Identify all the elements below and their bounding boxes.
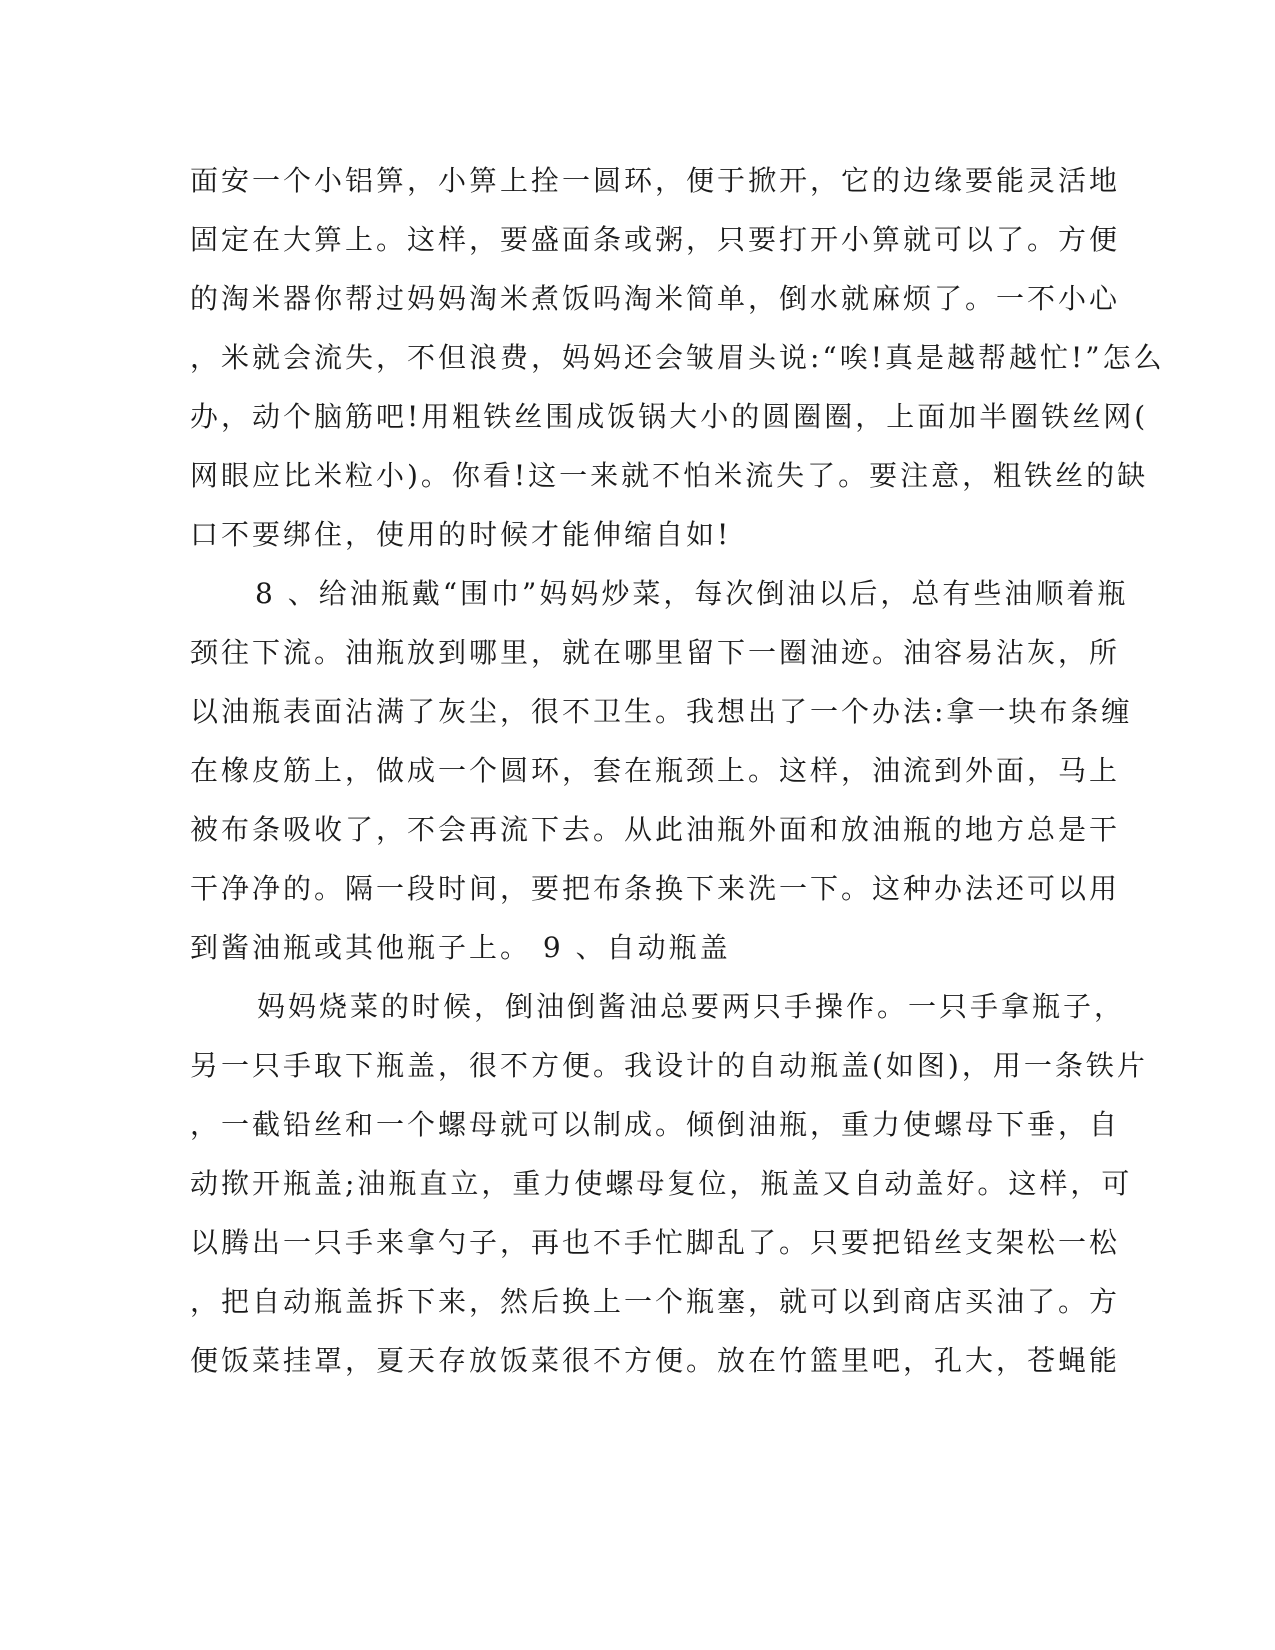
text-line-14: 到酱油瓶或其他瓶子上。 9 、自动瓶盖	[190, 931, 731, 964]
text-line-21: 便饭菜挂罩，夏天存放饭菜很不方便。放在竹篮里吧，孔大，苍蝇能	[190, 1344, 1121, 1377]
text-line-15: 妈妈烧菜的时候，倒油倒酱油总要两只手操作。一只手拿瓶子，	[257, 990, 1126, 1023]
text-line-12: 被布条吸收了，不会再流下去。从此油瓶外面和放油瓶的地方总是干	[190, 813, 1121, 846]
text-line-17: ，一截铅丝和一个螺母就可以制成。倾倒油瓶，重力使螺母下垂，自	[190, 1108, 1121, 1141]
text-line-5: 办，动个脑筋吧!用粗铁丝围成饭锅大小的圆圈圈，上面加半圈铁丝网(	[190, 400, 1149, 433]
text-line-20: ，把自动瓶盖拆下来，然后换上一个瓶塞，就可以到商店买油了。方	[190, 1285, 1121, 1318]
text-line-4: ，米就会流失，不但浪费，妈妈还会皱眉头说:“唉!真是越帮越忙!”怎么	[190, 341, 1165, 374]
text-line-8: 8 、给油瓶戴“围巾”妈妈炒菜，每次倒油以后，总有些油顺着瓶	[255, 577, 1129, 610]
text-line-16: 另一只手取下瓶盖，很不方便。我设计的自动瓶盖(如图)，用一条铁片	[190, 1049, 1148, 1082]
text-line-13: 干净净的。隔一段时间，要把布条换下来洗一下。这种办法还可以用	[190, 872, 1121, 905]
text-line-1: 面安一个小铝箅，小箅上拴一圆环，便于掀开，它的边缘要能灵活地	[190, 164, 1121, 197]
text-line-19: 以腾出一只手来拿勺子，再也不手忙脚乱了。只要把铅丝支架松一松	[190, 1226, 1121, 1259]
text-line-11: 在橡皮筋上，做成一个圆环，套在瓶颈上。这样，油流到外面，马上	[190, 754, 1121, 787]
text-line-2: 固定在大箅上。这样，要盛面条或粥，只要打开小箅就可以了。方便	[190, 223, 1121, 256]
text-line-6: 网眼应比米粒小)。你看!这一来就不怕米流失了。要注意，粗铁丝的缺	[190, 459, 1149, 492]
text-line-7: 口不要绑住，使用的时候才能伸缩自如!	[190, 518, 732, 551]
text-line-10: 以油瓶表面沾满了灰尘，很不卫生。我想出了一个办法:拿一块布条缠	[190, 695, 1133, 728]
text-line-9: 颈往下流。油瓶放到哪里，就在哪里留下一圈油迹。油容易沾灰，所	[190, 636, 1121, 669]
text-line-18: 动揿开瓶盖;油瓶直立，重力使螺母复位，瓶盖又自动盖好。这样，可	[190, 1167, 1133, 1200]
text-line-3: 的淘米器你帮过妈妈淘米煮饭吗淘米简单，倒水就麻烦了。一不小心	[190, 282, 1121, 315]
